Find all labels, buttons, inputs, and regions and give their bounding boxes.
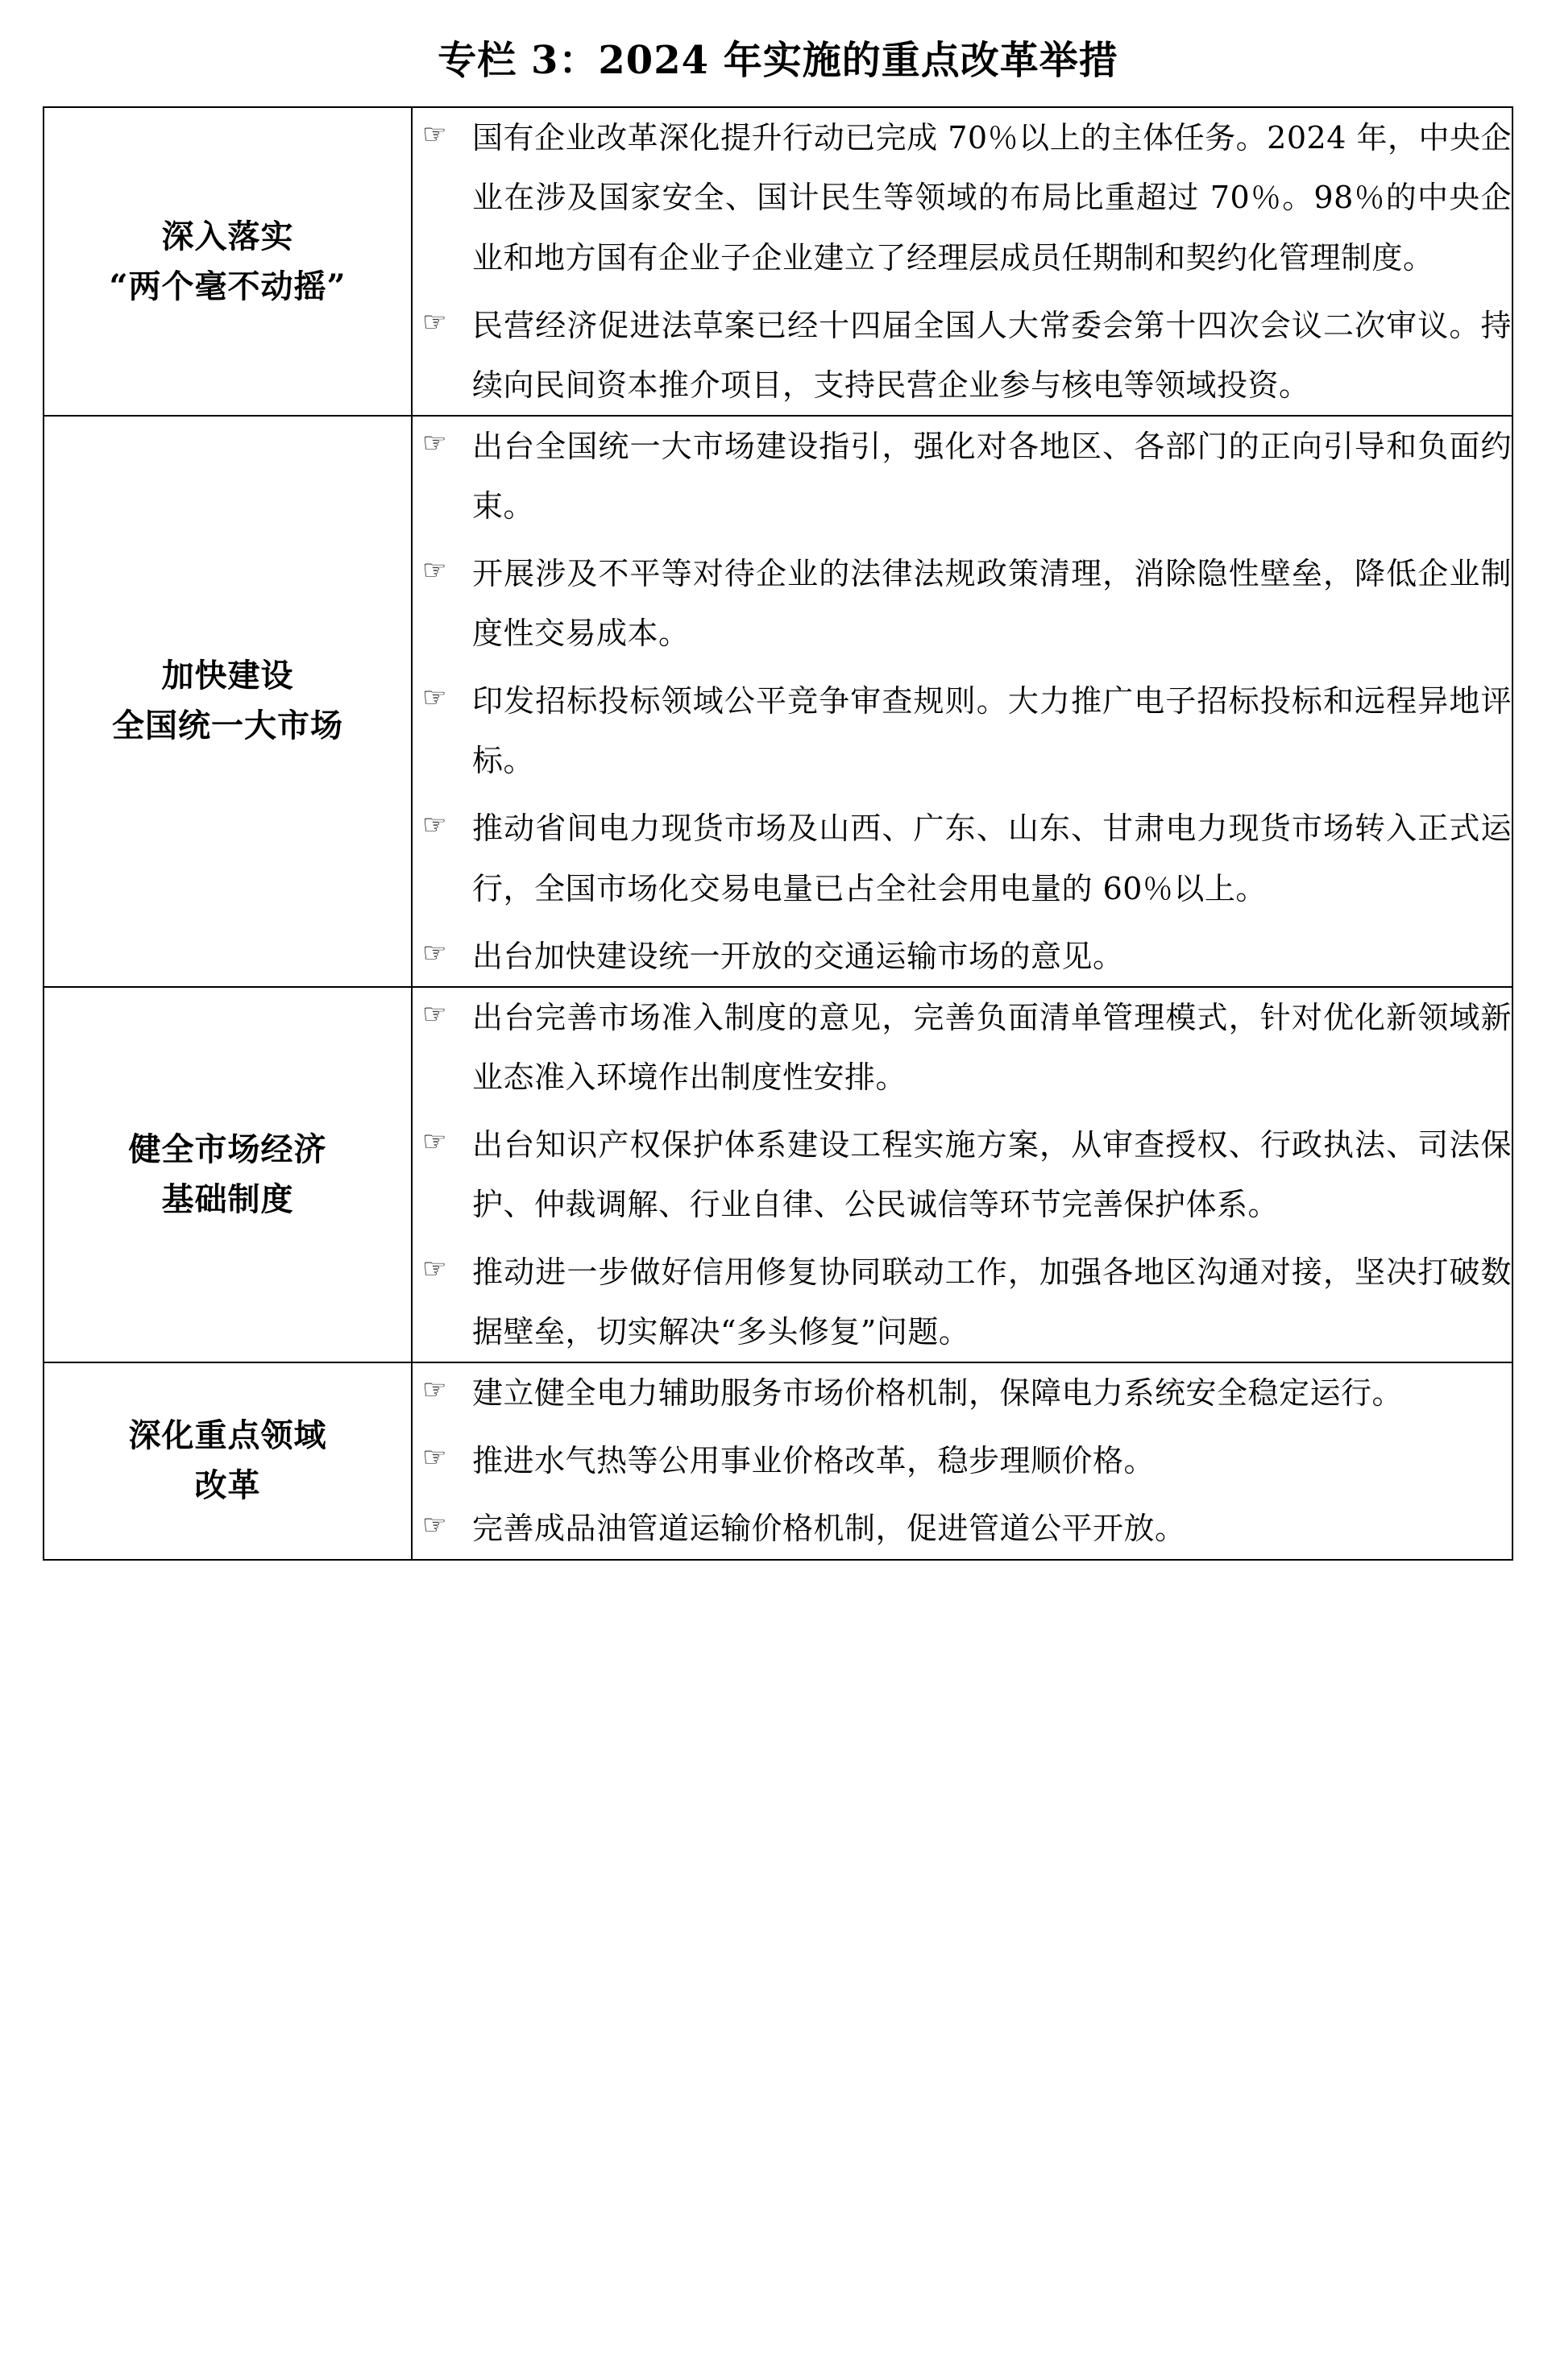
pointing-hand-icon: ☞: [422, 554, 447, 587]
measure-text: 完善成品油管道运输价格机制，促进管道公平开放。: [472, 1511, 1186, 1547]
measure-text: 国有企业改革深化提升行动已完成 70％以上的主体任务。2024 年，中央企业在涉及国家安全、国计民生等领域的布局比重超过 70％。98％的中央企业和地方国有企业子企业建立了经理层成员任期制和契约化管理制度。: [472, 120, 1512, 276]
list-item: [413, 296, 1512, 415]
row-category-cell: [44, 1362, 412, 1559]
category-label: [44, 212, 411, 312]
table-row: [44, 987, 1512, 1363]
list-item: [413, 1115, 1512, 1234]
measure-list: [413, 108, 1512, 414]
pointing-hand-icon: ☞: [422, 997, 447, 1030]
pointing-hand-icon: ☞: [422, 1441, 447, 1474]
measure-text: 推进水气热等公用事业价格改革，稳步理顺价格。: [472, 1443, 1156, 1479]
pointing-hand-icon: ☞: [422, 1253, 447, 1286]
table-row: [44, 107, 1512, 415]
measure-list: [413, 988, 1512, 1362]
category-label: [44, 651, 411, 751]
category-label-line: 健全市场经济: [128, 1130, 327, 1168]
list-item: [413, 1363, 1512, 1423]
list-item: [413, 927, 1512, 986]
list-item: [413, 988, 1512, 1107]
row-items-cell: [412, 107, 1512, 415]
list-item: [413, 671, 1512, 790]
measure-text: 出台加快建设统一开放的交通运输市场的意见。: [472, 938, 1124, 974]
category-label-line: “两个毫不动摇”: [109, 267, 346, 305]
measure-text: 推动进一步做好信用修复协同联动工作，加强各地区沟通对接，坚决打破数据壁垒，切实解决“多头修复”问题。: [472, 1254, 1512, 1350]
pointing-hand-icon: ☞: [422, 1509, 447, 1542]
pointing-hand-icon: ☞: [422, 682, 447, 715]
pointing-hand-icon: ☞: [422, 1374, 447, 1407]
list-item: [413, 1242, 1512, 1362]
row-category-cell: [44, 987, 412, 1363]
row-category-cell: [44, 107, 412, 415]
list-item: [413, 417, 1512, 536]
category-label: [44, 1411, 411, 1511]
measure-text: 出台完善市场准入制度的意见，完善负面清单管理模式，针对优化新领域新业态准入环境作出制度性安排。: [472, 999, 1512, 1095]
pointing-hand-icon: ☞: [422, 118, 447, 151]
list-item: [413, 544, 1512, 663]
list-item: [413, 108, 1512, 287]
list-item: [413, 1499, 1512, 1558]
list-item: [413, 798, 1512, 918]
category-label-line: 深化重点领域: [128, 1416, 327, 1455]
category-label-line: 加快建设: [161, 657, 294, 695]
row-category-cell: [44, 416, 412, 987]
page-title: 专栏 3：2024 年实施的重点改革举措: [438, 38, 1118, 83]
measure-text: 开展涉及不平等对待企业的法律法规政策清理，消除隐性壁垒，降低企业制度性交易成本。: [472, 556, 1512, 652]
category-label-line: 深入落实: [161, 217, 294, 255]
pointing-hand-icon: ☞: [422, 305, 447, 338]
pointing-hand-icon: ☞: [422, 936, 447, 969]
row-items-cell: [412, 1362, 1512, 1559]
category-label-line: 全国统一大市场: [112, 707, 343, 745]
measure-text: 建立健全电力辅助服务市场价格机制，保障电力系统安全稳定运行。: [472, 1375, 1404, 1412]
category-label: [44, 1125, 411, 1225]
category-label-line: 改革: [194, 1466, 261, 1505]
row-items-cell: [412, 416, 1512, 987]
row-items-cell: [412, 987, 1512, 1363]
measure-text: 民营经济促进法草案已经十四届全国人大常委会第十四次会议二次审议。持续向民间资本推介项目，支持民营企业参与核电等领域投资。: [472, 307, 1512, 403]
measure-text: 印发招标投标领域公平竞争审查规则。大力推广电子招标投标和远程异地评标。: [472, 683, 1512, 779]
reform-measures-table: [43, 106, 1513, 1560]
table-row: [44, 1362, 1512, 1559]
measure-text: 出台全国统一大市场建设指引，强化对各地区、各部门的正向引导和负面约束。: [472, 428, 1512, 524]
pointing-hand-icon: ☞: [422, 426, 447, 459]
measure-text: 出台知识产权保护体系建设工程实施方案，从审查授权、行政执法、司法保护、仲裁调解、行业自律、公民诚信等环节完善保护体系。: [472, 1126, 1512, 1222]
pointing-hand-icon: ☞: [422, 809, 447, 842]
measure-list: [413, 417, 1512, 986]
pointing-hand-icon: ☞: [422, 1125, 447, 1158]
measure-text: 推动省间电力现货市场及山西、广东、山东、甘肃电力现货市场转入正式运行，全国市场化交易电量已占全社会用电量的 60％以上。: [472, 811, 1512, 906]
list-item: [413, 1431, 1512, 1491]
category-label-line: 基础制度: [161, 1180, 294, 1218]
measure-list: [413, 1363, 1512, 1558]
table-row: [44, 416, 1512, 987]
